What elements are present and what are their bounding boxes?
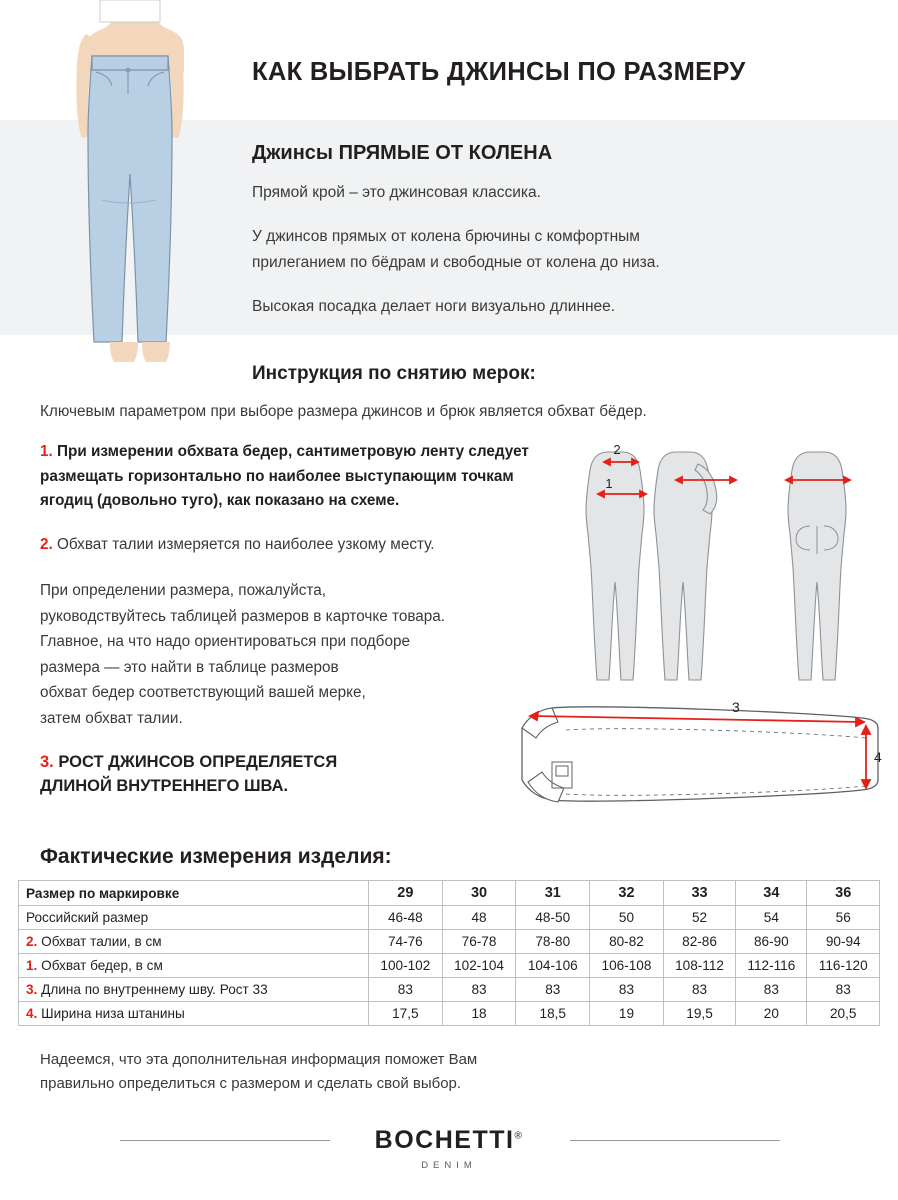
step-2-text bbox=[40, 533, 580, 557]
table-header-row bbox=[19, 881, 880, 906]
cell: 82-86 bbox=[663, 930, 735, 954]
cell: 48-50 bbox=[516, 906, 590, 930]
table-row bbox=[19, 1002, 880, 1026]
trouser-measurement-figure bbox=[500, 700, 882, 820]
cell: 18 bbox=[442, 1002, 516, 1026]
step-3-text bbox=[40, 750, 520, 798]
row-label-hips: 1. Обхват бедер, в см bbox=[19, 954, 369, 978]
cell: 74-76 bbox=[369, 930, 443, 954]
intro-line-3: прилеганием по бёдрам и свободные от колена до низа. bbox=[252, 254, 660, 271]
step-1-number: 1. bbox=[40, 443, 53, 460]
row-label-russian-size: Российский размер bbox=[19, 906, 369, 930]
cell: 17,5 bbox=[369, 1002, 443, 1026]
table-row bbox=[19, 906, 880, 930]
step-2-body: Обхват талии измеряется по наиболее узкому месту. bbox=[57, 536, 435, 553]
cell: 108-112 bbox=[663, 954, 735, 978]
cell: 83 bbox=[663, 978, 735, 1002]
cell: 106-108 bbox=[590, 954, 664, 978]
cell: 50 bbox=[590, 906, 664, 930]
step-3-number: 3. bbox=[40, 753, 54, 771]
table-header-size-30: 30 bbox=[442, 881, 516, 906]
cell: 19,5 bbox=[663, 1002, 735, 1026]
cell: 56 bbox=[807, 906, 880, 930]
row-label-inseam: 3. Длина по внутреннему шву. Рост 33 bbox=[19, 978, 369, 1002]
body-measurement-figure bbox=[548, 440, 878, 700]
cell: 48 bbox=[442, 906, 516, 930]
table-row bbox=[19, 954, 880, 978]
brand-logo bbox=[0, 1126, 898, 1155]
intro-text bbox=[252, 180, 872, 320]
intro-line-1: Прямой крой – это джинсовая классика. bbox=[252, 184, 541, 201]
advice-line-6: затем обхват талии. bbox=[40, 709, 183, 727]
row-label-waist: 2. Обхват талии, в см bbox=[19, 930, 369, 954]
closing-note-line-1: Надеемся, что эта дополнительная информация поможет Вам bbox=[40, 1051, 478, 1068]
step-3-line-1: РОСТ ДЖИНСОВ ОПРЕДЕЛЯЕТСЯ bbox=[58, 753, 338, 771]
table-header-label: Размер по маркировке bbox=[19, 881, 369, 906]
page-title: КАК ВЫБРАТЬ ДЖИНСЫ ПО РАЗМЕРУ bbox=[252, 58, 746, 86]
figure-label-waist: 2 bbox=[613, 442, 621, 457]
section-subtitle: Джинсы ПРЯМЫЕ ОТ КОЛЕНА bbox=[252, 142, 553, 164]
row-label-leg-opening: 4. Ширина низа штанины bbox=[19, 1002, 369, 1026]
advice-line-4: размера — это найти в таблице размеров bbox=[40, 658, 339, 676]
table-heading: Фактические измерения изделия: bbox=[40, 845, 392, 868]
cell: 102-104 bbox=[442, 954, 516, 978]
advice-line-5: обхват бедер соответствующий вашей мерке, bbox=[40, 684, 366, 701]
table-header-size-33: 33 bbox=[663, 881, 735, 906]
cell: 54 bbox=[736, 906, 807, 930]
table-row bbox=[19, 978, 880, 1002]
cell: 80-82 bbox=[590, 930, 664, 954]
closing-note-line-2: правильно определиться с размером и сделать свой выбор. bbox=[40, 1075, 462, 1092]
cell: 52 bbox=[663, 906, 735, 930]
cell: 20,5 bbox=[807, 1002, 880, 1026]
intro-line-4: Высокая посадка делает ноги визуально длиннее. bbox=[252, 298, 616, 315]
table-header-size-31: 31 bbox=[516, 881, 590, 906]
cell: 78-80 bbox=[516, 930, 590, 954]
cell: 83 bbox=[590, 978, 664, 1002]
cell: 83 bbox=[736, 978, 807, 1002]
measurements-table bbox=[18, 880, 880, 1026]
cell: 116-120 bbox=[807, 954, 880, 978]
cell: 83 bbox=[442, 978, 516, 1002]
advice-line-3: Главное, на что надо ориентироваться при подборе bbox=[40, 633, 410, 650]
cell: 20 bbox=[736, 1002, 807, 1026]
table-header-size-29: 29 bbox=[369, 881, 443, 906]
figure-label-leg-opening: 4 bbox=[874, 749, 882, 765]
cell: 86-90 bbox=[736, 930, 807, 954]
cell: 83 bbox=[516, 978, 590, 1002]
step-1-text bbox=[40, 440, 560, 514]
figure-label-inseam: 3 bbox=[732, 700, 740, 715]
cell: 83 bbox=[807, 978, 880, 1002]
closing-note bbox=[40, 1048, 740, 1096]
cell: 104-106 bbox=[516, 954, 590, 978]
table-header-size-32: 32 bbox=[590, 881, 664, 906]
cell: 46-48 bbox=[369, 906, 443, 930]
advice-text bbox=[40, 578, 560, 731]
instruction-heading: Инструкция по снятию мерок: bbox=[252, 363, 536, 384]
figure-label-hips: 1 bbox=[605, 476, 613, 491]
table-row bbox=[19, 930, 880, 954]
cell: 83 bbox=[369, 978, 443, 1002]
brand-registered-mark: ® bbox=[514, 1130, 524, 1142]
brand-tagline: DENIM bbox=[421, 1160, 477, 1171]
step-2-number: 2. bbox=[40, 536, 53, 553]
cell: 100-102 bbox=[369, 954, 443, 978]
advice-line-2: руководствуйтесь таблицей размеров в карточке товара. bbox=[40, 607, 446, 625]
table-header-size-34: 34 bbox=[736, 881, 807, 906]
cell: 112-116 bbox=[736, 954, 807, 978]
table-header-size-36: 36 bbox=[807, 881, 880, 906]
step-3-line-2: ДЛИНОЙ ВНУТРЕННЕГО ШВА. bbox=[40, 777, 289, 795]
key-parameter-line: Ключевым параметром при выборе размера джинсов и брюк является обхват бёдер. bbox=[40, 403, 647, 420]
model-illustration bbox=[40, 0, 220, 400]
cell: 90-94 bbox=[807, 930, 880, 954]
step-1-body: При измерении обхвата бедер, сантиметровую ленту следует размещать горизонтально по наиболее выступающим точкам ягодиц (довольно туго), как показано на схеме. bbox=[40, 443, 529, 509]
cell: 76-78 bbox=[442, 930, 516, 954]
advice-line-1: При определении размера, пожалуйста, bbox=[40, 582, 327, 599]
cell: 18,5 bbox=[516, 1002, 590, 1026]
brand-name: BOCHETTI bbox=[374, 1126, 515, 1154]
intro-line-2: У джинсов прямых от колена брючины с комфортным bbox=[252, 228, 640, 245]
cell: 19 bbox=[590, 1002, 664, 1026]
